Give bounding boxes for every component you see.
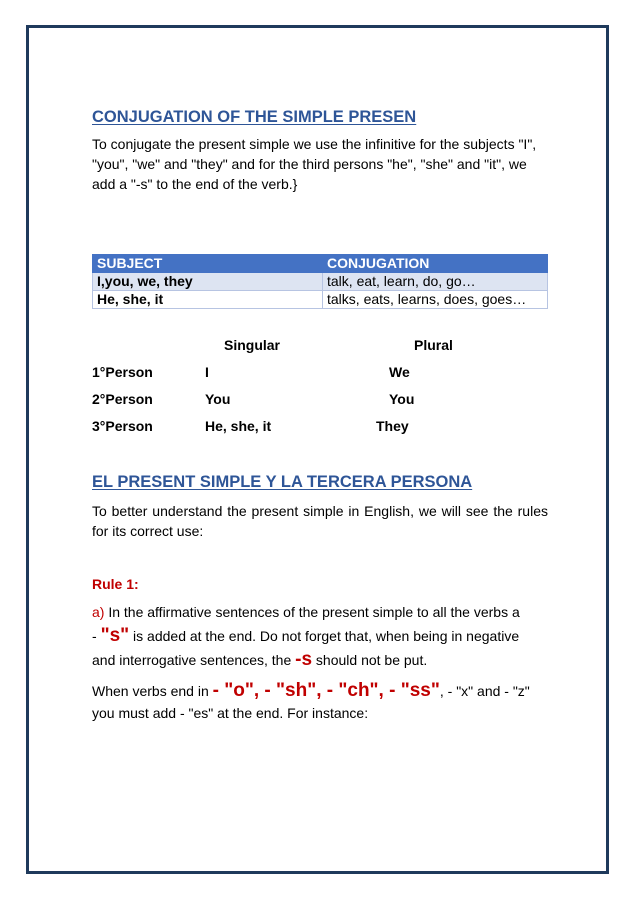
conjugation-cell: talks, eats, learns, does, goes… — [323, 291, 548, 309]
subject-cell: He, she, it — [93, 291, 323, 309]
header-conjugation: CONJUGATION — [323, 255, 548, 273]
rule-title: Rule 1: — [92, 576, 139, 592]
rule-text: In the affirmative sentences of the present simple to all the verbs a — [104, 604, 520, 620]
rule-a-label: a) — [92, 604, 105, 620]
plural-pronoun: They — [376, 418, 409, 434]
rule-dash: - — [92, 628, 101, 644]
person-label: 1°Person — [92, 364, 153, 380]
endings-text: , - "x" and - "z" — [439, 683, 530, 699]
header-subject: SUBJECT — [93, 255, 323, 273]
section-intro: To better understand the present simple in English, we will see the rules for its correct use: — [92, 503, 548, 539]
highlight-endings: - "o", - "sh", - "ch", - "ss" — [212, 680, 440, 701]
section-title-conjugation: CONJUGATION OF THE SIMPLE PRESEN — [92, 108, 417, 126]
rule-line-1 — [92, 601, 548, 623]
endings-text: When verbs end in — [92, 683, 213, 699]
person-label: 3°Person — [92, 418, 153, 434]
conjugation-cell: talk, eat, learn, do, go… — [323, 273, 548, 291]
singular-heading: Singular — [224, 337, 281, 353]
section-title-third-person: EL PRESENT SIMPLE Y LA TERCERA PERSONA — [92, 473, 473, 491]
rule-text: should not be put. — [312, 652, 428, 668]
singular-pronoun: You — [205, 391, 231, 407]
rule-text: is added at the end. Do not forget that, when being in negative — [129, 628, 520, 644]
endings-line-2 — [92, 702, 548, 724]
plural-pronoun: We — [389, 364, 410, 380]
plural-pronoun: You — [389, 391, 415, 407]
person-label: 2°Person — [92, 391, 153, 407]
highlight-s-suffix: -s — [295, 649, 313, 670]
endings-paragraph — [92, 680, 548, 724]
rule-paragraph — [92, 601, 548, 671]
table-row — [93, 273, 548, 291]
singular-pronoun: He, she, it — [205, 418, 272, 434]
subject-cell: I,you, we, they — [93, 273, 323, 291]
rule-line-3 — [92, 649, 548, 671]
endings-text: you must add - "es" at the end. For instance: — [92, 705, 369, 721]
table-row — [93, 291, 548, 309]
highlight-s: "s" — [100, 625, 130, 646]
rule-text: and interrogative sentences, the — [92, 652, 296, 668]
conjugation-table — [92, 254, 548, 309]
endings-line-1 — [92, 680, 548, 702]
table-header-row — [93, 255, 548, 273]
plural-heading: Plural — [414, 337, 453, 353]
intro-paragraph: To conjugate the present simple we use the infinitive for the subjects "I", "you", "we" and "they" and for the third persons "he", "she" and "it", we add a "-s" to the end of the verb.} — [92, 136, 537, 192]
rule-line-2 — [92, 625, 548, 647]
singular-pronoun: I — [205, 364, 209, 380]
